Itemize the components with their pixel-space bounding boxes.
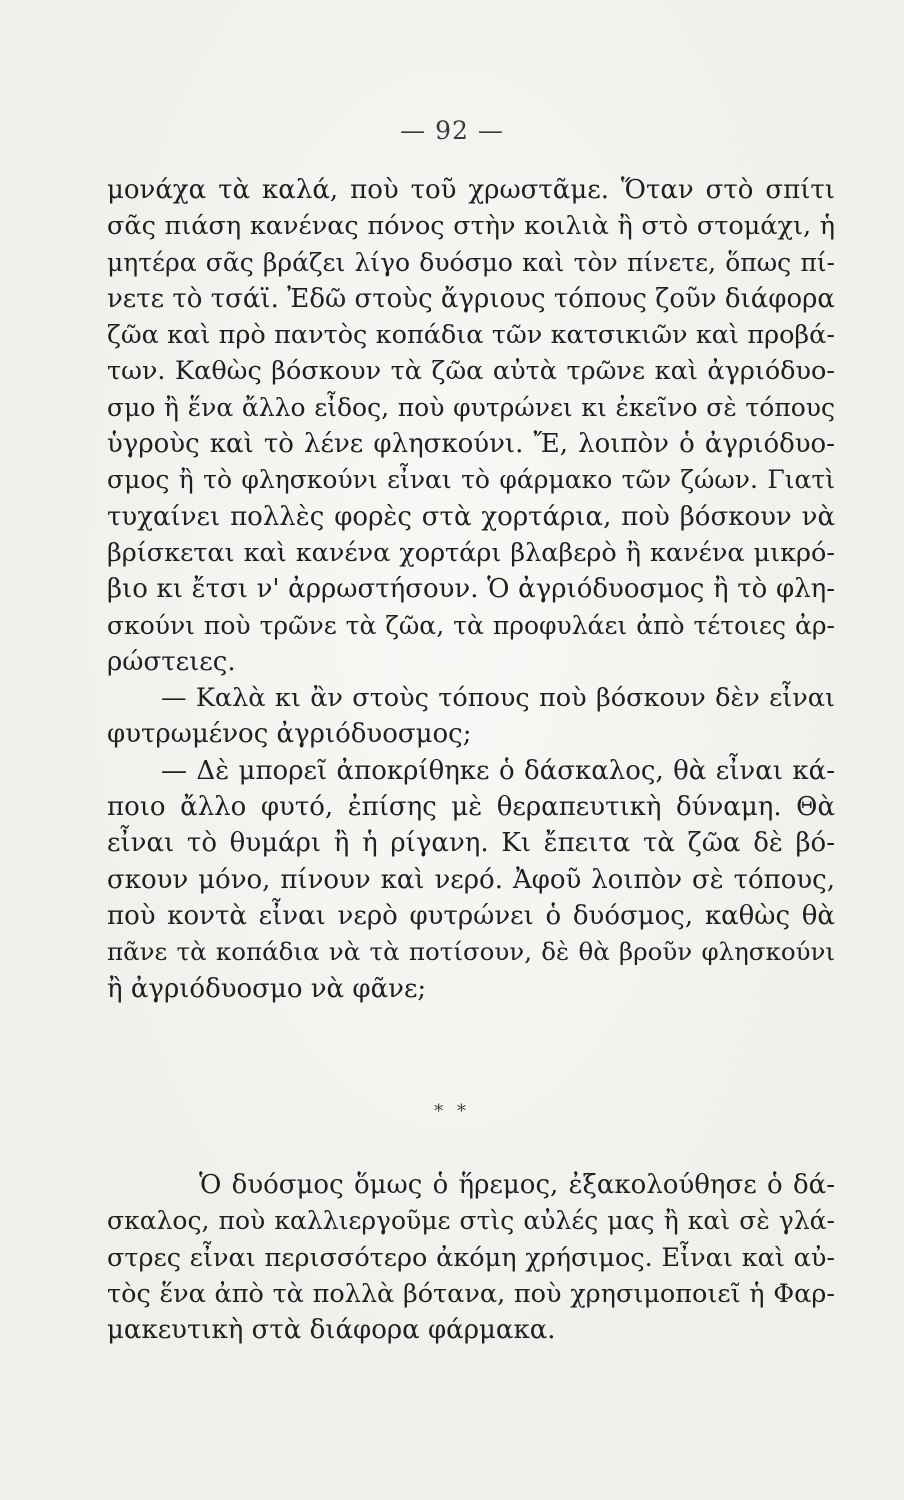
text-line: νετε τὸ τσάϊ. Ἐδῶ στοὺς ἄγριους τόπους ζοῦν διάφορα	[107, 283, 835, 314]
dialogue-line: εἶναι τὸ θυμάρι ἢ ἡ ρίγανη. Κι ἔπειτα τὰ ζῶα δὲ βό-	[107, 828, 835, 859]
text-line: τὸς ἕνα ἀπὸ τὰ πολλὰ βότανα, ποὺ χρησιμοποιεῖ ἡ Φαρ-	[107, 1278, 835, 1309]
dialogue-line: πᾶνε τὰ κοπάδια νὰ τὰ ποτίσουν, δὲ θὰ βροῦν φλησκούνι	[107, 937, 835, 967]
main-text	[107, 172, 835, 1007]
dialogue-line: ποιο ἄλλο φυτό, ἐπίσης μὲ θεραπευτικὴ δύναμη. Θὰ	[107, 792, 835, 823]
text-line: βιο κι ἔτσι ν' ἀρρωστήσουν. Ὁ ἀγριόδυοσμος ἢ τὸ φλη-	[107, 574, 835, 605]
second-section-text	[107, 1167, 835, 1348]
dialogue-line: ποὺ κοντὰ εἶναι νερὸ φυτρώνει ὁ δυόσμος, καθὼς θὰ	[107, 900, 835, 931]
dialogue-line: — Δὲ μπορεῖ ἀποκρίθηκε ὁ δάσκαλος, θὰ εἶναι κά-	[161, 755, 835, 786]
text-line: σμος ἢ τὸ φλησκούνι εἶναι τὸ φάρμακο τῶν ζώων. Γιατὶ	[107, 465, 835, 495]
text-line: στρες εἶναι περισσότερο ἀκόμη χρήσιμος. Εἶναι καὶ αὐ-	[107, 1242, 835, 1273]
text-line: σκαλος, ποὺ καλλιεργοῦμε στὶς αὐλές μας ἢ καὶ σὲ γλά-	[107, 1206, 835, 1236]
dialogue-line: — Καλὰ κι ἂν στοὺς τόπους ποὺ βόσκουν δὲν εἶναι	[161, 683, 835, 714]
text-line: Ὁ δυόσμος ὅμως ὁ ἥρεμος, ἐξακολούθησε ὁ δά-	[199, 1170, 835, 1200]
page-number: — 92 —	[400, 116, 504, 145]
text-line: ζῶα καὶ πρὸ παντὸς κοπάδια τῶν κατσικιῶν καὶ προβά-	[107, 320, 835, 351]
dialogue-line: σκουν μόνο, πίνουν καὶ νερό. Ἀφοῦ λοιπὸν σὲ τόπους,	[107, 864, 835, 895]
text-line: μητέρα σᾶς βράζει λίγο δυόσμο καὶ τὸν πίνετε, ὅπως πί-	[107, 247, 835, 277]
text-line: μακευτικὴ στὰ διάφορα φάρμακα.	[107, 1315, 556, 1346]
text-line: μονάχα τὰ καλά, ποὺ τοῦ χρωστᾶμε. Ὅταν στὸ σπίτι	[107, 175, 835, 205]
text-line: σμο ἢ ἕνα ἄλλο εἶδος, ποὺ φυτρώνει κι ἐκεῖνο σὲ τόπους	[107, 392, 835, 422]
dialogue-line: φυτρωμένος ἀγριόδυοσμος;	[107, 719, 472, 750]
text-line: ρώστειες.	[107, 646, 236, 677]
text-line: των. Καθὼς βόσκουν τὰ ζῶα αὐτὰ τρῶνε καὶ ἀγριόδυο-	[107, 356, 835, 387]
text-line: βρίσκεται καὶ κανένα χορτάρι βλαβερὸ ἢ κανένα μικρό-	[107, 537, 835, 568]
text-line: τυχαίνει πολλὲς φορὲς στὰ χορτάρια, ποὺ βόσκουν νὰ	[107, 501, 835, 532]
section-divider: * *	[434, 1101, 470, 1122]
text-line: σᾶς πιάση κανένας πόνος στὴν κοιλιὰ ἢ στὸ στομάχι, ἡ	[107, 211, 835, 242]
text-line: ὑγροὺς καὶ τὸ λένε φλησκούνι. Ἔ, λοιπὸν ὁ ἀγριόδυο-	[107, 429, 835, 460]
dialogue-line: ἢ ἀγριόδυοσμο νὰ φᾶνε;	[107, 973, 427, 1004]
text-line: σκούνι ποὺ τρῶνε τὰ ζῶα, τὰ προφυλάει ἀπὸ τέτοιες ἀρ-	[107, 610, 835, 640]
